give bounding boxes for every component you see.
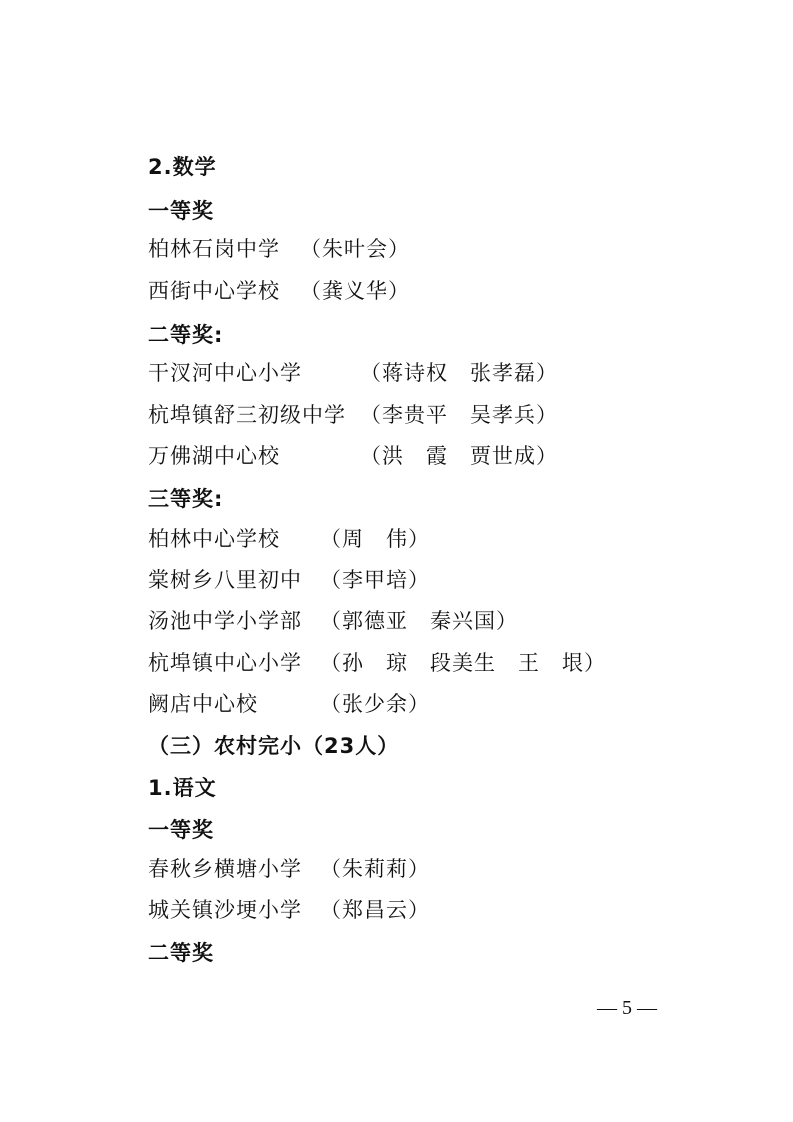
school-name: 棠树乡八里初中 [148,568,302,592]
winner-names: （朱莉莉） [320,857,430,881]
winner-names: （孙 琼 段美生 王 垠） [320,651,606,675]
school-name: 城关镇沙埂小学 [148,898,302,922]
winner-names: （洪 霞 贾世成） [360,444,558,468]
school-name: 阙店中心校 [148,692,258,716]
winner-names: （龚义华） [300,279,410,303]
award-entry [148,402,558,428]
award-entry [148,443,558,469]
winner-names: （郑昌云） [320,898,430,922]
section-heading-chinese: 1.语文 [148,776,217,800]
award-heading-first: 一等奖 [148,199,214,223]
page-number: — 5 — [597,997,657,1019]
award-entry [148,608,518,634]
award-entry [148,236,410,262]
award-entry [148,526,430,552]
winner-names: （蒋诗权 张孝磊） [360,361,558,385]
award-entry [148,897,430,923]
winner-names: （郭德亚 秦兴国） [320,609,518,633]
school-name: 春秋乡横塘小学 [148,857,302,881]
school-name: 万佛湖中心校 [148,444,280,468]
award-heading-third: 三等奖: [148,487,224,511]
school-name: 汤池中学小学部 [148,609,302,633]
section-heading-rural: （三）农村完小（23人） [148,734,400,758]
winner-names: （李贵平 吴孝兵） [360,403,558,427]
award-entry [148,360,558,386]
winner-names: （李甲培） [320,568,430,592]
school-name: 西街中心学校 [148,279,280,303]
award-entry [148,278,410,304]
award-heading-first: 一等奖 [148,818,214,842]
winner-names: （张少余） [320,692,430,716]
winner-names: （周 伟） [320,527,430,551]
school-name: 杭埠镇中心小学 [148,651,302,675]
award-entry [148,650,606,676]
section-heading-math: 2.数学 [148,155,217,179]
award-heading-second: 二等奖: [148,323,224,347]
award-entry [148,691,430,717]
winner-names: （朱叶会） [300,237,410,261]
school-name: 柏林石岗中学 [148,237,280,261]
award-heading-second: 二等奖 [148,941,214,965]
school-name: 杭埠镇舒三初级中学 [148,403,346,427]
award-entry [148,567,430,593]
school-name: 柏林中心学校 [148,527,280,551]
award-entry [148,856,430,882]
school-name: 干汊河中心小学 [148,361,302,385]
